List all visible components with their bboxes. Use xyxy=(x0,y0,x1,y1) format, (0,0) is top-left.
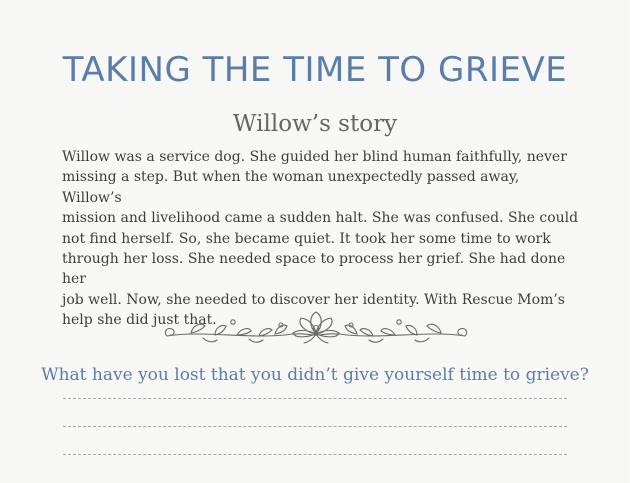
story-line: missing a step. But when the woman unexpectedly passed away, Willow’s xyxy=(62,169,520,206)
answer-line[interactable] xyxy=(63,454,567,455)
story-subtitle: Willow’s story xyxy=(232,111,398,137)
story-line: through her loss. She needed space to process her grief. She had done her xyxy=(62,251,566,288)
floral-divider-icon xyxy=(163,308,469,348)
answer-line[interactable] xyxy=(63,426,567,427)
reflection-question: What have you lost that you didn’t give yourself time to grieve? xyxy=(41,365,589,385)
page-title: TAKING THE TIME TO GRIEVE xyxy=(62,50,568,90)
story-line: job well. Now, she needed to discover her identity. With Rescue Mom’s xyxy=(62,291,565,308)
story-line: mission and livelihood came a sudden halt. She was confused. She could xyxy=(62,210,579,227)
story-line: not find herself. So, she became quiet. It took her some time to work xyxy=(62,230,551,247)
story-text xyxy=(62,147,582,331)
answer-line[interactable] xyxy=(63,398,567,399)
story-line: Willow was a service dog. She guided her blind human faithfully, never xyxy=(62,149,567,165)
story-line: help she did just that. xyxy=(62,312,217,329)
